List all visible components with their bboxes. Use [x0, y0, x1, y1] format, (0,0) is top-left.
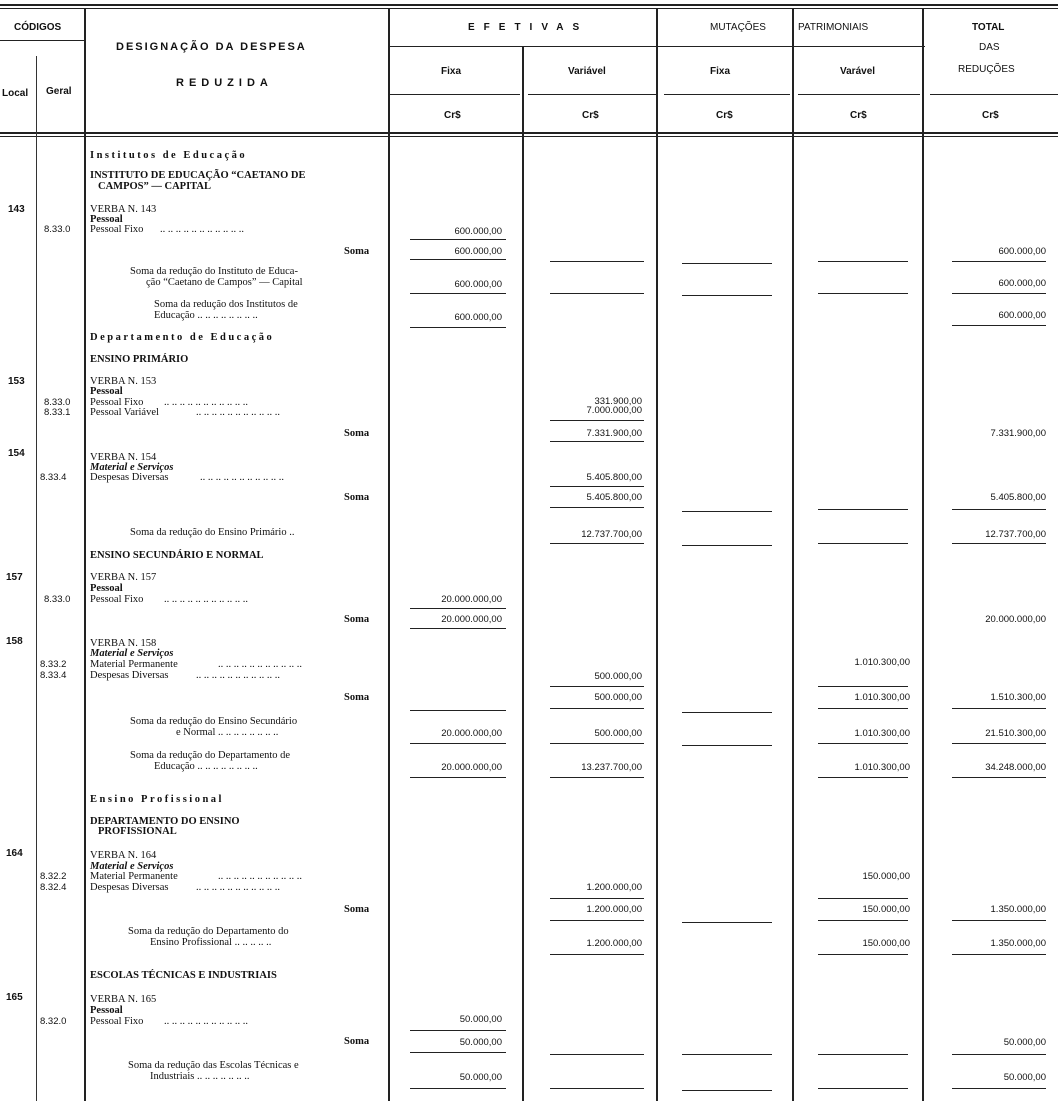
soma-escolas-2: Industriais .. .. .. .. .. .. ..	[150, 1071, 250, 1082]
currency-total: Cr$	[982, 110, 999, 121]
dots: .. .. .. .. .. .. .. .. .. .. ..	[196, 882, 280, 893]
col-sep-mutvar-total	[922, 8, 924, 1101]
header-codigos: CÓDIGOS	[14, 22, 62, 33]
rule	[952, 509, 1046, 510]
value: 1.510.300,00	[990, 692, 1046, 703]
header-mutacoes: MUTAÇÕES	[710, 22, 766, 33]
value: 50.000,00	[459, 1037, 502, 1048]
currency-fixa: Cr$	[444, 110, 461, 121]
section-caetano-1: INSTITUTO DE EDUCAÇÃO “CAETANO DE	[90, 170, 306, 181]
rule	[550, 777, 644, 778]
value: 500.000,00	[594, 728, 642, 739]
rule	[818, 1054, 908, 1055]
code-local-158: 158	[6, 636, 23, 647]
section-ensino-primario: ENSINO PRIMÁRIO	[90, 354, 189, 365]
col-sep-var-mutfixa	[656, 8, 658, 1101]
label-pessoal-variavel: Pessoal Variável	[90, 407, 159, 418]
label-soma: Soma	[344, 692, 370, 703]
verba-153: VERBA N. 153	[90, 376, 157, 387]
dots: .. .. .. .. .. .. .. .. .. .. ..	[164, 1016, 248, 1027]
value: 1.010.300,00	[854, 657, 910, 668]
label-soma: Soma	[344, 904, 370, 915]
rule	[550, 441, 644, 442]
soma-departamento-2: Educação .. .. .. .. .. .. .. ..	[154, 761, 258, 772]
value: 500.000,00	[594, 671, 642, 682]
dots: .. .. .. .. .. .. .. .. .. .. ..	[218, 659, 302, 670]
rule	[410, 1052, 506, 1053]
soma-caetano-1: Soma da redução do Instituto de Educa-	[130, 266, 298, 277]
rule	[818, 686, 908, 687]
label-material-permanente: Material Permanente	[90, 871, 178, 882]
label-soma: Soma	[344, 492, 370, 503]
value: 331.900,00	[594, 396, 642, 407]
value: 150.000,00	[862, 938, 910, 949]
header-patrimoniais: PATRIMONIAIS	[798, 22, 869, 33]
header-designacao: DESIGNAÇÃO DA DESPESA	[116, 41, 307, 53]
rule	[952, 954, 1046, 955]
header-bottom-rule	[0, 132, 1058, 134]
code-geral-8330: 8.33.0	[44, 397, 71, 408]
dots: .. .. .. .. .. .. .. .. .. .. ..	[160, 224, 244, 235]
soma-departamento-1: Soma da redução do Departamento de	[130, 750, 291, 761]
rule	[682, 922, 772, 923]
col-sep-mutfixa-mutvar	[792, 8, 794, 1101]
rule	[818, 1088, 908, 1089]
rule	[952, 325, 1046, 326]
value: 13.237.700,00	[581, 762, 642, 773]
rule	[550, 293, 644, 294]
label-pessoal-fixo: Pessoal Fixo	[90, 397, 144, 408]
dots: .. .. .. .. .. .. .. .. .. .. ..	[196, 670, 280, 681]
label-pessoal: Pessoal	[90, 1005, 123, 1016]
value: 20.000.000,00	[441, 614, 502, 625]
rule	[818, 293, 908, 294]
rule	[550, 486, 644, 487]
rule	[818, 898, 908, 899]
label-pessoal-fixo: Pessoal Fixo	[90, 1016, 144, 1027]
value: 12.737.700,00	[985, 529, 1046, 540]
value: 1.200.000,00	[586, 938, 642, 949]
value: 34.248.000,00	[985, 762, 1046, 773]
rule	[952, 777, 1046, 778]
value: 1.350.000,00	[990, 938, 1046, 949]
value: 600.000,00	[998, 246, 1046, 257]
dots: .. .. .. .. .. .. .. .. .. .. ..	[164, 594, 248, 605]
label-pessoal: Pessoal	[90, 583, 123, 594]
label-pessoal-fixo: Pessoal Fixo	[90, 224, 144, 235]
label-soma: Soma	[344, 1036, 370, 1047]
value: 1.010.300,00	[854, 728, 910, 739]
header-bottom-rule-2	[0, 136, 1058, 137]
code-geral-8320: 8.32.0	[40, 1016, 67, 1027]
value: 1.010.300,00	[854, 762, 910, 773]
value: 150.000,00	[862, 904, 910, 915]
rule	[682, 712, 772, 713]
rule	[818, 920, 908, 921]
label-soma: Soma	[344, 428, 370, 439]
value: 50.000,00	[459, 1014, 502, 1025]
soma-institutos-2: Educação .. .. .. .. .. .. .. ..	[154, 310, 258, 321]
rule	[952, 1054, 1046, 1055]
rule	[952, 743, 1046, 744]
header-mut-fixa: Fixa	[710, 66, 731, 77]
rule	[682, 295, 772, 296]
rule	[550, 507, 644, 508]
rule	[550, 708, 644, 709]
dots: .. .. .. .. .. .. .. .. .. .. ..	[196, 407, 280, 418]
rule	[550, 898, 644, 899]
code-geral-8330: 8.33.0	[44, 224, 71, 235]
header-fixa: Fixa	[441, 66, 462, 77]
top-rule	[0, 4, 1058, 6]
value: 50.000,00	[1003, 1072, 1046, 1083]
value: 7.331.900,00	[586, 428, 642, 439]
value: 600.000,00	[454, 312, 502, 323]
section-escolas-tecnicas: ESCOLAS TÉCNICAS E INDUSTRIAIS	[90, 970, 277, 981]
dots: .. .. .. .. .. .. .. .. .. .. ..	[164, 397, 248, 408]
rule	[410, 628, 506, 629]
rule	[410, 1030, 506, 1031]
dots: .. .. .. .. .. .. .. .. .. .. ..	[218, 871, 302, 882]
code-local-157: 157	[6, 572, 23, 583]
rule	[952, 1088, 1046, 1089]
subheader-rule-4	[798, 94, 920, 95]
code-geral-8331: 8.33.1	[44, 407, 71, 418]
verba-154: VERBA N. 154	[90, 452, 157, 463]
label-soma: Soma	[344, 246, 370, 257]
header-mut-variavel: Varável	[840, 66, 876, 77]
section-ensino-profissional: Ensino Profissional	[90, 794, 224, 805]
rule	[818, 743, 908, 744]
label-pessoal: Pessoal	[90, 386, 123, 397]
value: 600.000,00	[454, 246, 502, 257]
value: 600.000,00	[998, 278, 1046, 289]
rule	[682, 1090, 772, 1091]
value: 20.000.000,00	[441, 728, 502, 739]
code-geral-8330: 8.33.0	[44, 594, 71, 605]
value: 20.000.000,00	[985, 614, 1046, 625]
soma-caetano-2: ção “Caetano de Campos” — Capital	[146, 277, 303, 288]
value: 12.737.700,00	[581, 529, 642, 540]
section-dep-prof-1: DEPARTAMENTO DO ENSINO	[90, 816, 240, 827]
header-local: Local	[2, 88, 29, 99]
rule	[952, 920, 1046, 921]
code-geral-8322: 8.32.2	[40, 871, 67, 882]
value: 150.000,00	[862, 871, 910, 882]
verba-165: VERBA N. 165	[90, 994, 157, 1005]
value: 20.000.000,00	[441, 594, 502, 605]
rule	[550, 261, 644, 262]
section-dep-prof-2: PROFISSIONAL	[98, 826, 177, 837]
currency-variavel: Cr$	[582, 110, 599, 121]
label-despesas-diversas: Despesas Diversas	[90, 670, 169, 681]
rule	[818, 777, 908, 778]
rule	[818, 509, 908, 510]
value: 20.000.000,00	[441, 762, 502, 773]
value: 5.405.800,00	[586, 492, 642, 503]
value: 21.510.300,00	[985, 728, 1046, 739]
subheader-rule-5	[930, 94, 1058, 95]
label-material-servicos: Material e Serviços	[90, 861, 174, 872]
label-pessoal-fixo: Pessoal Fixo	[90, 594, 144, 605]
rule	[682, 511, 772, 512]
header-efetivas: EFETIVAS	[468, 22, 589, 33]
soma-institutos-1: Soma da redução dos Institutos de	[154, 299, 298, 310]
header-total: TOTAL	[972, 22, 1005, 33]
rule	[410, 259, 506, 260]
value: 500.000,00	[594, 692, 642, 703]
rule	[952, 543, 1046, 544]
value: 1.200.000,00	[586, 882, 642, 893]
value: 50.000,00	[459, 1072, 502, 1083]
rule	[550, 954, 644, 955]
subheader-rule-1	[390, 94, 520, 95]
rule	[682, 745, 772, 746]
top-rule-2	[0, 8, 1058, 9]
section-institutos: Institutos de Educação	[90, 150, 248, 161]
soma-primario: Soma da redução do Ensino Primário ..	[130, 527, 295, 538]
rule	[818, 543, 908, 544]
rule	[550, 420, 644, 421]
label-material-permanente: Material Permanente	[90, 659, 178, 670]
value: 1.350.000,00	[990, 904, 1046, 915]
code-geral-8334: 8.33.4	[40, 472, 67, 483]
currency-mut-variavel: Cr$	[850, 110, 867, 121]
code-local-143: 143	[8, 204, 25, 215]
col-sep-local-geral	[36, 56, 37, 1101]
rule	[410, 608, 506, 609]
soma-dep-prof-1: Soma da redução do Departamento do	[128, 926, 289, 937]
rule	[410, 710, 506, 711]
rule	[410, 293, 506, 294]
section-ensino-secundario: ENSINO SECUNDÁRIO E NORMAL	[90, 550, 264, 561]
value: 7.000.000,00	[586, 405, 642, 416]
rule	[818, 261, 908, 262]
value: 600.000,00	[454, 226, 502, 237]
rule	[410, 743, 506, 744]
label-despesas-diversas: Despesas Diversas	[90, 472, 169, 483]
rule	[952, 708, 1046, 709]
col-sep-geral-desc	[84, 8, 86, 1101]
verba-143: VERBA N. 143	[90, 204, 157, 215]
rule	[952, 261, 1046, 262]
section-caetano-2: CAMPOS” — CAPITAL	[98, 181, 211, 192]
header-variavel: Variável	[568, 66, 606, 77]
verba-164: VERBA N. 164	[90, 850, 157, 861]
value: 600.000,00	[454, 279, 502, 290]
rule	[682, 1054, 772, 1055]
rule	[550, 1088, 644, 1089]
value: 600.000,00	[998, 310, 1046, 321]
label-material-servicos: Material e Serviços	[90, 648, 174, 659]
section-departamento: Departamento de Educação	[90, 332, 275, 343]
soma-secundario-2: e Normal .. .. .. .. .. .. .. ..	[176, 727, 279, 738]
value: 1.200.000,00	[586, 904, 642, 915]
rule	[952, 293, 1046, 294]
col-sep-desc-fixa	[388, 8, 390, 1101]
rule	[550, 920, 644, 921]
rule	[550, 1054, 644, 1055]
code-geral-8324: 8.32.4	[40, 882, 67, 893]
header-geral: Geral	[46, 86, 72, 97]
value: 5.405.800,00	[990, 492, 1046, 503]
value: 7.331.900,00	[990, 428, 1046, 439]
value: 50.000,00	[1003, 1037, 1046, 1048]
currency-mut-fixa: Cr$	[716, 110, 733, 121]
code-local-164: 164	[6, 848, 23, 859]
rule	[682, 263, 772, 264]
code-local-165: 165	[6, 992, 23, 1003]
label-despesas-diversas: Despesas Diversas	[90, 882, 169, 893]
label-material-servicos: Material e Serviços	[90, 462, 174, 473]
rule	[410, 239, 506, 240]
soma-secundario-1: Soma da redução do Ensino Secundário	[130, 716, 298, 727]
soma-dep-prof-2: Ensino Profissional .. .. .. .. ..	[150, 937, 272, 948]
soma-escolas-1: Soma da redução das Escolas Técnicas e	[128, 1060, 299, 1071]
rule	[818, 708, 908, 709]
rule	[550, 543, 644, 544]
rule	[818, 954, 908, 955]
codigos-rule	[0, 40, 84, 41]
code-local-154: 154	[8, 448, 25, 459]
rule	[410, 327, 506, 328]
code-local-153: 153	[8, 376, 25, 387]
subheader-rule-3	[664, 94, 790, 95]
code-geral-8334: 8.33.4	[40, 670, 67, 681]
subheader-rule-2	[528, 94, 656, 95]
label-pessoal: Pessoal	[90, 214, 123, 225]
value: 1.010.300,00	[854, 692, 910, 703]
label-soma: Soma	[344, 614, 370, 625]
header-reduzida: REDUZIDA	[176, 77, 273, 89]
header-das: DAS	[979, 42, 1000, 53]
rule	[410, 777, 506, 778]
rule	[682, 545, 772, 546]
col-sep-fixa-var	[522, 46, 524, 1101]
rule	[550, 743, 644, 744]
value: 5.405.800,00	[586, 472, 642, 483]
verba-157: VERBA N. 157	[90, 572, 157, 583]
rule	[550, 686, 644, 687]
verba-158: VERBA N. 158	[90, 638, 157, 649]
dots: .. .. .. .. .. .. .. .. .. .. ..	[200, 472, 284, 483]
code-geral-8332: 8.33.2	[40, 659, 67, 670]
header-reducoes: REDUÇÕES	[958, 64, 1015, 75]
rule	[410, 1088, 506, 1089]
